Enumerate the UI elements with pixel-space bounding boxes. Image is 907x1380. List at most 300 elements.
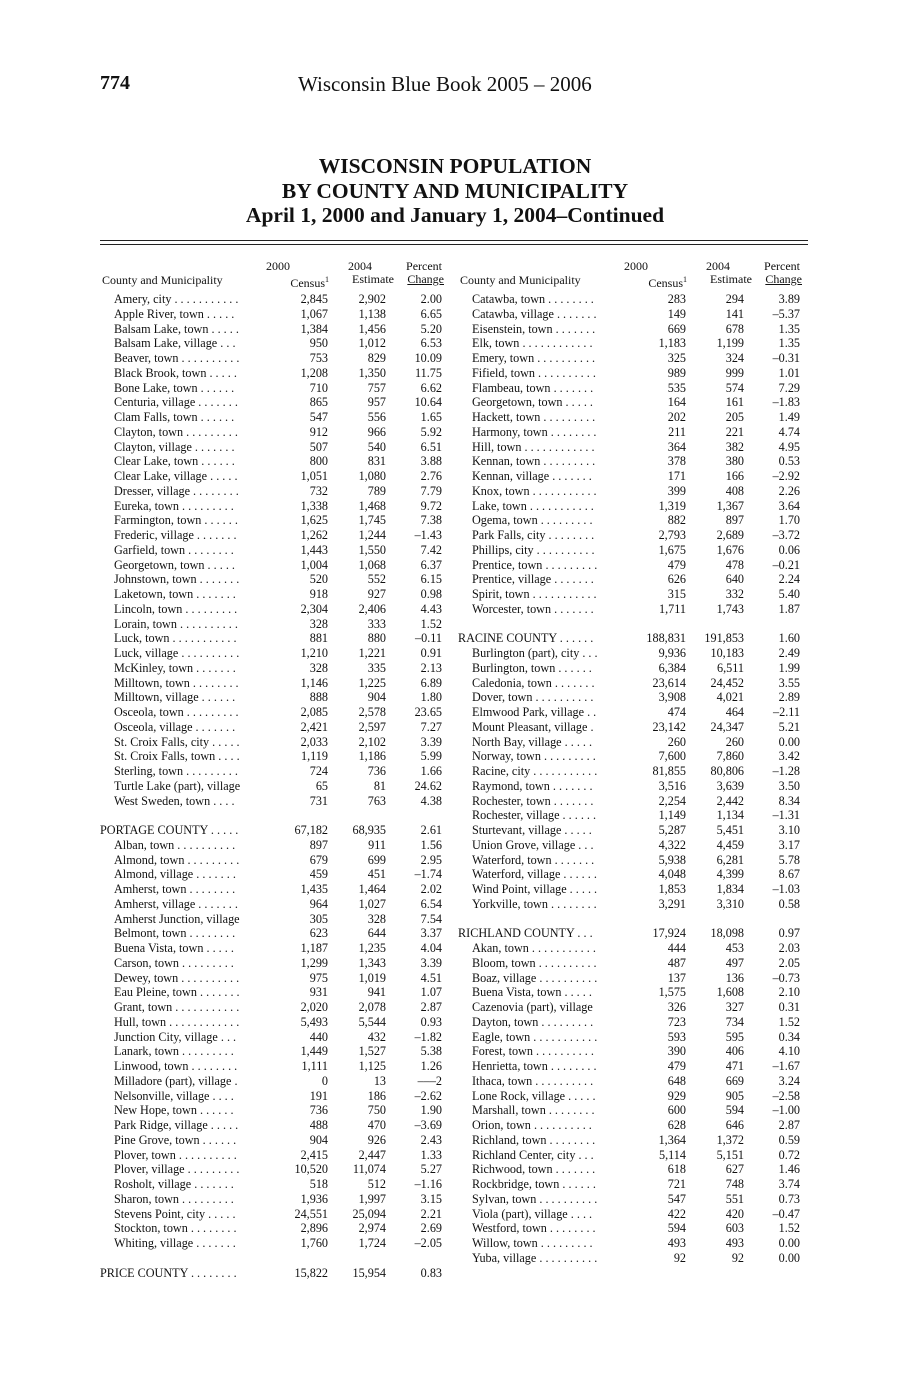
table-row xyxy=(458,794,804,809)
table-row xyxy=(100,543,446,558)
census-2000-value: 283 xyxy=(667,292,686,306)
census-2000-value: 5,493 xyxy=(300,1014,328,1029)
estimate-2004-value: 25,094 xyxy=(352,1206,386,1221)
percent-change-value: 5.40 xyxy=(778,587,800,601)
table-row xyxy=(100,440,446,455)
percent-change-value: 10.64 xyxy=(414,395,442,410)
estimate-2004-value: 80,806 xyxy=(710,764,744,778)
municipality-name: Harmony, town . . . . . . . . xyxy=(472,424,597,439)
municipality-name: Park Falls, city . . . . . . . . xyxy=(472,528,595,542)
census-2000-value: 23,614 xyxy=(652,675,686,690)
municipality-name: Knox, town . . . . . . . . . . . xyxy=(472,483,597,498)
municipality-name: Clear Lake, village . . . . . xyxy=(114,469,238,483)
table-row xyxy=(458,661,804,676)
census-2000-value: 7,600 xyxy=(658,749,686,764)
percent-change-value: 6.89 xyxy=(420,675,442,690)
census-2000-value: 1,187 xyxy=(300,941,328,955)
county-row xyxy=(458,926,804,941)
percent-change-value: –1.03 xyxy=(772,882,800,896)
census-2000-value: 1,853 xyxy=(658,882,686,896)
census-2000-value: 81,855 xyxy=(652,764,686,778)
percent-change-value: –2.58 xyxy=(772,1088,800,1103)
estimate-2004-value: 2,102 xyxy=(358,734,386,749)
percent-change-value: 0.98 xyxy=(420,587,442,601)
table-row xyxy=(100,528,446,543)
table-row xyxy=(458,971,804,986)
municipality-name: Amherst Junction, village xyxy=(114,911,240,926)
table-row xyxy=(100,1074,446,1089)
census-2000-value: 1,443 xyxy=(300,542,328,557)
census-2000-value: 188,831 xyxy=(646,631,686,646)
percent-change-value: 4.38 xyxy=(420,793,442,808)
census-2000-value: 1,711 xyxy=(659,601,686,616)
percent-change-value: –0.21 xyxy=(772,557,800,572)
left-column xyxy=(100,256,446,1280)
estimate-2004-value: 470 xyxy=(367,1118,386,1132)
table-row xyxy=(458,676,804,691)
table-row xyxy=(100,484,446,499)
estimate-2004-value: 1,027 xyxy=(358,896,386,911)
table-row xyxy=(100,1162,446,1177)
estimate-2004-value: 627 xyxy=(725,1162,744,1177)
census-2000-value: 4,322 xyxy=(658,837,686,852)
census-2000-value: 390 xyxy=(667,1044,686,1059)
census-2000-value: 1,384 xyxy=(300,321,328,336)
estimate-2004-value: 1,527 xyxy=(358,1044,386,1059)
estimate-2004-value: 1,012 xyxy=(358,336,386,351)
municipality-name: Carson, town . . . . . . . . . xyxy=(114,955,234,970)
header-municipality: County and Municipality xyxy=(460,273,581,287)
census-2000-value: 547 xyxy=(667,1191,686,1206)
municipality-name: North Bay, village . . . . . xyxy=(472,734,593,749)
census-2000-value: 800 xyxy=(309,454,328,469)
census-2000-value: 918 xyxy=(309,587,328,601)
estimate-2004-value: 11,074 xyxy=(352,1162,386,1177)
percent-change-value: 2.02 xyxy=(420,882,442,896)
percent-change-value: 1.35 xyxy=(778,321,800,336)
table-row xyxy=(458,410,804,425)
table-row xyxy=(100,912,446,927)
municipality-name: PRICE COUNTY . . . . . . . . xyxy=(100,1265,237,1280)
estimate-2004-value: 6,511 xyxy=(717,660,744,675)
percent-change-value: 3.39 xyxy=(420,734,442,749)
municipality-name: Beaver, town . . . . . . . . . . xyxy=(114,351,240,365)
municipality-name: Caledonia, town . . . . . . . xyxy=(472,675,595,690)
percent-change-value: 0.53 xyxy=(778,454,800,469)
percent-change-value: 1.49 xyxy=(778,410,800,424)
municipality-name: Black Brook, town . . . . . xyxy=(114,365,237,380)
percent-change-value: 0.59 xyxy=(778,1132,800,1147)
estimate-2004-value: 905 xyxy=(725,1088,744,1103)
census-2000-value: 9,936 xyxy=(658,646,686,660)
estimate-2004-value: 4,399 xyxy=(716,867,744,882)
estimate-2004-value: 10,183 xyxy=(710,646,744,660)
table-row xyxy=(458,322,804,337)
footnote-mark: 1 xyxy=(325,275,329,284)
census-2000-value: 202 xyxy=(667,410,686,424)
census-2000-value: 594 xyxy=(667,1221,686,1236)
percent-change-value: 1.80 xyxy=(420,690,442,705)
table-row xyxy=(100,661,446,676)
percent-change-value: 9.72 xyxy=(420,498,442,513)
table-row xyxy=(458,1148,804,1163)
estimate-2004-value: 1,367 xyxy=(716,498,744,513)
estimate-2004-value: 1,350 xyxy=(358,365,386,380)
table-row xyxy=(100,336,446,351)
percent-change-value: –––2 xyxy=(417,1073,442,1088)
percent-change-value: 7.27 xyxy=(420,719,442,734)
municipality-name: Catawba, village . . . . . . . xyxy=(472,306,597,321)
estimate-2004-value: 603 xyxy=(725,1221,744,1236)
municipality-name: Dresser, village . . . . . . . . xyxy=(114,483,239,498)
estimate-2004-value: 333 xyxy=(367,616,386,631)
municipality-name: Richwood, town . . . . . . . xyxy=(472,1162,596,1177)
estimate-2004-value: 24,452 xyxy=(710,675,744,690)
percent-change-value: 2.03 xyxy=(778,941,800,955)
municipality-name: Kennan, village . . . . . . . xyxy=(472,469,592,483)
municipality-name: Milltown, town . . . . . . . . xyxy=(114,675,239,690)
percent-change-value: 3.24 xyxy=(778,1073,800,1088)
census-2000-value: 964 xyxy=(309,896,328,911)
estimate-2004-value: 897 xyxy=(725,513,744,528)
estimate-2004-value: 734 xyxy=(725,1014,744,1029)
census-2000-value: 0 xyxy=(321,1073,328,1088)
municipality-name: Luck, village . . . . . . . . . . xyxy=(114,646,240,660)
census-2000-value: 5,287 xyxy=(658,823,686,837)
municipality-name: Waterford, village . . . . . . xyxy=(472,867,597,882)
percent-change-value: 2.69 xyxy=(420,1221,442,1236)
table-row xyxy=(458,1118,804,1133)
estimate-2004-value: 451 xyxy=(367,867,386,882)
percent-change-value: 4.95 xyxy=(778,439,800,454)
census-2000-value: 5,114 xyxy=(659,1147,686,1162)
municipality-name: Apple River, town . . . . . xyxy=(114,306,235,321)
estimate-2004-value: 6,281 xyxy=(716,852,744,867)
census-2000-value: 3,908 xyxy=(658,690,686,705)
census-2000-value: 164 xyxy=(667,395,686,410)
table-row xyxy=(458,1059,804,1074)
census-2000-value: 721 xyxy=(667,1177,686,1191)
municipality-name: Waterford, town . . . . . . . xyxy=(472,852,595,867)
census-2000-value: 3,516 xyxy=(658,778,686,793)
census-2000-value: 1,208 xyxy=(300,365,328,380)
table-row xyxy=(458,1207,804,1222)
estimate-2004-value: 1,997 xyxy=(358,1191,386,1206)
estimate-2004-value: 205 xyxy=(725,410,744,424)
table-row xyxy=(100,646,446,661)
municipality-name: Sturtevant, village . . . . . xyxy=(472,823,592,837)
estimate-2004-value: 260 xyxy=(725,734,744,749)
percent-change-value: 3.42 xyxy=(778,749,800,764)
municipality-name: Turtle Lake (part), village xyxy=(114,778,241,793)
right-column-header xyxy=(458,256,804,292)
percent-change-value: –2.11 xyxy=(773,705,800,719)
page-number: 774 xyxy=(100,72,130,94)
census-2000-value: 623 xyxy=(309,926,328,941)
percent-change-value: 2.87 xyxy=(420,1000,442,1014)
percent-change-value: –1.31 xyxy=(772,808,800,823)
municipality-name: Clear Lake, town . . . . . . xyxy=(114,454,235,469)
census-2000-value: 724 xyxy=(309,764,328,778)
census-2000-value: 2,033 xyxy=(300,734,328,749)
estimate-2004-value: 957 xyxy=(367,395,386,410)
table-row xyxy=(100,1103,446,1118)
census-2000-value: 736 xyxy=(309,1103,328,1118)
estimate-2004-value: 380 xyxy=(725,454,744,469)
percent-change-value: 0.58 xyxy=(778,896,800,911)
estimate-2004-value: 335 xyxy=(367,660,386,675)
municipality-name: Bloom, town . . . . . . . . . . xyxy=(472,955,597,970)
estimate-2004-value: 406 xyxy=(725,1044,744,1059)
census-2000-value: 2,304 xyxy=(300,601,328,616)
census-2000-value: 17,924 xyxy=(652,926,686,941)
estimate-2004-value: 1,125 xyxy=(358,1059,386,1073)
percent-change-value: –1.16 xyxy=(414,1177,442,1191)
percent-change-value: 5.99 xyxy=(420,749,442,764)
table-row xyxy=(458,307,804,322)
percent-change-value: –0.47 xyxy=(772,1206,800,1221)
percent-change-value: –2.92 xyxy=(772,469,800,483)
table-row xyxy=(458,381,804,396)
percent-change-value: –1.83 xyxy=(772,395,800,410)
census-2000-value: 626 xyxy=(667,572,686,587)
estimate-2004-value: 574 xyxy=(725,380,744,395)
estimate-2004-value: 1,372 xyxy=(716,1132,744,1147)
estimate-2004-value: 829 xyxy=(367,351,386,365)
municipality-name: Lincoln, town . . . . . . . . . xyxy=(114,601,238,616)
census-2000-value: 440 xyxy=(309,1029,328,1044)
percent-change-value: 2.61 xyxy=(420,823,442,837)
estimate-2004-value: 68,935 xyxy=(352,823,386,837)
estimate-2004-value: 13 xyxy=(373,1073,386,1088)
table-row xyxy=(100,381,446,396)
municipality-name: Rochester, town . . . . . . . xyxy=(472,793,594,808)
percent-change-value: 0.83 xyxy=(420,1265,442,1280)
table-row xyxy=(458,838,804,853)
census-2000-value: 493 xyxy=(667,1236,686,1250)
municipality-name: Lake, town . . . . . . . . . . . xyxy=(472,498,594,513)
municipality-name: Lone Rock, village . . . . . xyxy=(472,1088,596,1103)
census-2000-value: 2,085 xyxy=(300,705,328,719)
estimate-2004-value: 1,068 xyxy=(358,557,386,572)
estimate-2004-value: 471 xyxy=(725,1059,744,1073)
percent-change-value: 2.43 xyxy=(420,1132,442,1147)
estimate-2004-value: 18,098 xyxy=(710,926,744,941)
estimate-2004-value: 669 xyxy=(725,1073,744,1088)
percent-change-value: 0.31 xyxy=(778,1000,800,1014)
census-2000-value: 975 xyxy=(309,970,328,985)
table-row xyxy=(100,395,446,410)
percent-change-value: –1.43 xyxy=(414,528,442,542)
estimate-2004-value: 1,468 xyxy=(358,498,386,513)
table-row xyxy=(100,307,446,322)
table-row xyxy=(458,735,804,750)
census-2000-value: 618 xyxy=(667,1162,686,1177)
estimate-2004-value: 191,853 xyxy=(704,631,744,646)
municipality-name: Prentice, village . . . . . . . xyxy=(472,572,594,587)
municipality-name: Worcester, town . . . . . . . xyxy=(472,601,594,616)
table-row xyxy=(100,469,446,484)
estimate-2004-value: 911 xyxy=(368,837,386,852)
table-row xyxy=(458,1236,804,1251)
municipality-name: Rosholt, village . . . . . . . xyxy=(114,1177,234,1191)
census-2000-value: 912 xyxy=(309,424,328,439)
census-2000-value: 1,575 xyxy=(658,985,686,1000)
percent-change-value: 5.38 xyxy=(420,1044,442,1059)
municipality-name: Catawba, town . . . . . . . . xyxy=(472,292,594,306)
estimate-2004-value: 927 xyxy=(367,587,386,601)
estimate-2004-value: 1,138 xyxy=(358,306,386,321)
table-row xyxy=(100,1089,446,1104)
estimate-2004-value: 1,743 xyxy=(716,601,744,616)
census-2000-value: 4,048 xyxy=(658,867,686,882)
estimate-2004-value: 1,608 xyxy=(716,985,744,1000)
table-row xyxy=(100,882,446,897)
table-row xyxy=(458,602,804,617)
municipality-name: Amherst, town . . . . . . . . xyxy=(114,882,236,896)
percent-change-value: 3.15 xyxy=(420,1191,442,1206)
estimate-2004-value: 3,639 xyxy=(716,778,744,793)
municipality-name: Ogema, town . . . . . . . . . xyxy=(472,513,593,528)
estimate-2004-value: 24,347 xyxy=(710,719,744,734)
census-2000-value: 593 xyxy=(667,1029,686,1044)
municipality-name: Fifield, town . . . . . . . . . . xyxy=(472,365,596,380)
estimate-2004-value: 926 xyxy=(367,1132,386,1147)
municipality-name: Nelsonville, village . . . . xyxy=(114,1088,234,1103)
table-row xyxy=(458,336,804,351)
municipality-name: Spirit, town . . . . . . . . . . . xyxy=(472,587,597,601)
municipality-name: Balsam Lake, town . . . . . xyxy=(114,321,239,336)
percent-change-value: 24.62 xyxy=(414,778,442,793)
census-2000-value: 929 xyxy=(667,1088,686,1103)
title-line-1: WISCONSIN POPULATION xyxy=(318,154,592,178)
table-row xyxy=(458,425,804,440)
census-2000-value: 444 xyxy=(667,941,686,955)
table-row xyxy=(458,587,804,602)
census-2000-value: 325 xyxy=(667,351,686,365)
table-row xyxy=(458,469,804,484)
percent-change-value: 4.43 xyxy=(420,601,442,616)
percent-change-value: –0.31 xyxy=(772,351,800,365)
estimate-2004-value: 1,199 xyxy=(716,336,744,351)
census-2000-value: 1,149 xyxy=(658,808,686,823)
municipality-name: RACINE COUNTY . . . . . . xyxy=(458,631,594,646)
municipality-name: Dewey, town . . . . . . . . . . xyxy=(114,970,240,985)
percent-change-value: 11.75 xyxy=(415,365,442,380)
census-2000-value: 732 xyxy=(309,483,328,498)
municipality-name: Orion, town . . . . . . . . . . xyxy=(472,1118,592,1132)
estimate-2004-value: 2,578 xyxy=(358,705,386,719)
municipality-name: Whiting, village . . . . . . . xyxy=(114,1236,236,1250)
percent-change-value: 1.07 xyxy=(420,985,442,1000)
census-2000-value: 305 xyxy=(309,911,328,926)
municipality-name: Farmington, town . . . . . . xyxy=(114,513,238,528)
table-row xyxy=(100,690,446,705)
table-row xyxy=(458,867,804,882)
census-2000-value: 137 xyxy=(667,970,686,985)
table-row xyxy=(100,705,446,720)
municipality-name: Forest, town . . . . . . . . . . xyxy=(472,1044,594,1059)
census-2000-value: 1,319 xyxy=(658,498,686,513)
table-row xyxy=(458,1162,804,1177)
percent-change-value: 1.90 xyxy=(420,1103,442,1118)
percent-change-value: 1.99 xyxy=(778,660,800,675)
header-estimate-year: 2004 xyxy=(706,259,730,273)
page-header xyxy=(100,72,810,102)
estimate-2004-value: 464 xyxy=(725,705,744,719)
table-row xyxy=(100,794,446,809)
municipality-name: Almond, town . . . . . . . . . xyxy=(114,852,240,867)
percent-change-value: 7.38 xyxy=(420,513,442,528)
census-2000-value: 10,520 xyxy=(294,1162,328,1177)
percent-change-value: 6.53 xyxy=(420,336,442,351)
census-2000-value: 904 xyxy=(309,1132,328,1147)
percent-change-value: 7.42 xyxy=(420,542,442,557)
census-2000-value: 92 xyxy=(673,1250,686,1265)
estimate-2004-value: 81 xyxy=(373,778,386,793)
census-2000-value: 1,364 xyxy=(658,1132,686,1147)
title-line-3: April 1, 2000 and January 1, 2004–Continued xyxy=(245,203,665,227)
table-row xyxy=(100,1236,446,1251)
census-2000-value: 547 xyxy=(309,410,328,424)
table-row xyxy=(458,941,804,956)
estimate-2004-value: 432 xyxy=(367,1029,386,1044)
municipality-name: Willow, town . . . . . . . . . xyxy=(472,1236,593,1250)
percent-change-value: 2.21 xyxy=(420,1206,442,1221)
percent-change-value: 3.50 xyxy=(778,778,800,793)
percent-change-value: 8.34 xyxy=(778,793,800,808)
county-row xyxy=(100,823,446,838)
percent-change-value: 2.10 xyxy=(778,985,800,1000)
estimate-2004-value: 1,235 xyxy=(358,941,386,955)
table-row xyxy=(100,351,446,366)
estimate-2004-value: 831 xyxy=(367,454,386,469)
estimate-2004-value: 640 xyxy=(725,572,744,587)
census-2000-value: 600 xyxy=(667,1103,686,1118)
census-2000-value: 1,338 xyxy=(300,498,328,513)
census-2000-value: 710 xyxy=(309,380,328,395)
table-row xyxy=(458,543,804,558)
municipality-name: Bone Lake, town . . . . . . xyxy=(114,380,235,395)
municipality-name: Henrietta, town . . . . . . . . xyxy=(472,1059,597,1073)
census-2000-value: 881 xyxy=(309,631,328,646)
census-2000-value: 882 xyxy=(667,513,686,528)
table-row xyxy=(458,1044,804,1059)
estimate-2004-value: 644 xyxy=(367,926,386,941)
municipality-name: Stevens Point, city . . . . . xyxy=(114,1206,236,1221)
census-2000-value: 865 xyxy=(309,395,328,410)
municipality-name: Prentice, town . . . . . . . . . xyxy=(472,557,598,572)
estimate-2004-value: 1,456 xyxy=(358,321,386,336)
percent-change-value: 1.60 xyxy=(778,631,800,646)
municipality-name: Elk, town . . . . . . . . . . . . xyxy=(472,336,593,351)
estimate-2004-value: 2,974 xyxy=(358,1221,386,1236)
estimate-2004-value: 904 xyxy=(367,690,386,705)
census-2000-value: 479 xyxy=(667,1059,686,1073)
table-row xyxy=(100,366,446,381)
table-row xyxy=(100,926,446,941)
estimate-2004-value: 941 xyxy=(367,985,386,1000)
percent-change-value: 10.09 xyxy=(414,351,442,365)
estimate-2004-value: 757 xyxy=(367,380,386,395)
percent-change-value: 2.49 xyxy=(778,646,800,660)
percent-change-value: –3.69 xyxy=(414,1118,442,1132)
estimate-2004-value: 166 xyxy=(725,469,744,483)
census-2000-value: 2,415 xyxy=(300,1147,328,1162)
table-row xyxy=(100,853,446,868)
percent-change-value: 3.89 xyxy=(778,292,800,306)
percent-change-value: 0.73 xyxy=(778,1191,800,1206)
